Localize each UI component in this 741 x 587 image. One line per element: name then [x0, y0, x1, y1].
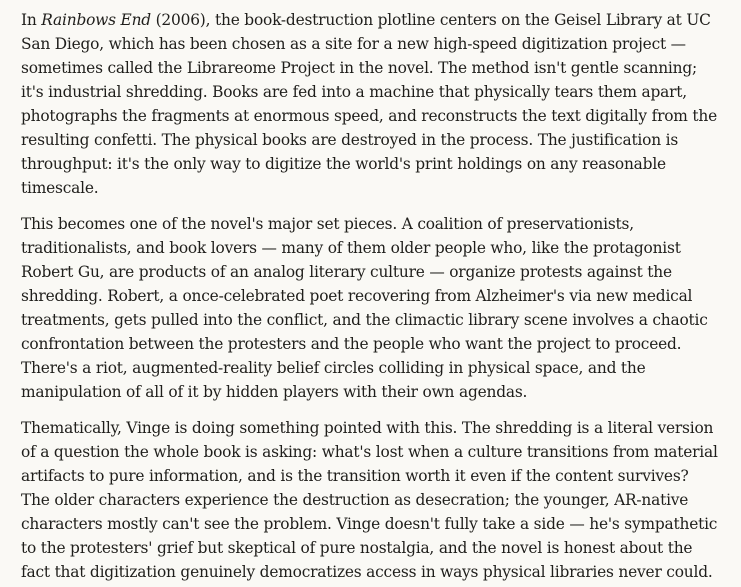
paragraph-1-rest: (2006), the book-destruction plotline centers on the Geisel Library at UC San Diego, which has been chosen as a site for a new high-speed digitization project — sometimes called the Librareome Project in the novel. The method isn't gentle scanning; it's industrial shredding. Books are fed into a machine that physically tears them apart, photographs the fragments at enormous speed, and reconstructs the text digitally from the resulting confetti. The physical books are destroyed in the process. The justification is throughput: it's the only way to digitize the world's print holdings on any reasonable timescale.: [21, 11, 717, 197]
paragraph-2: This becomes one of the novel's major set pieces. A coalition of preservationists, traditionalists, and book lovers — many of them older people who, like the protagonist Robert Gu, are products of an analog literary culture — organize protests against the shredding. Robert, a once-celebrated poet recovering from Alzheimer's via new medical treatments, gets pulled into the conflict, and the climactic library scene involves a chaotic confrontation between the protesters and the people who want the project to proceed. There's a riot, augmented-reality belief circles colliding in physical space, and the manipulation of all of it by hidden players with their own agendas.: [21, 215, 708, 401]
paragraph-1: [21, 8, 721, 200]
paragraph-3: Thematically, Vinge is doing something pointed with this. The shredding is a literal version of a question the whole book is asking: what's lost when a culture transitions from material artifacts to pure information, and is the transition worth it even if the content survives? The older characters experience the destruction as desecration; the younger, AR-native characters mostly can't see the problem. Vinge doesn't fully take a side — he's sympathetic to the protesters' grief but skeptical of pure nostalgia, and the novel is honest about the fact that digitization genuinely democratizes access in ways physical libraries never could.: [21, 419, 718, 581]
paragraph-1-intro: In: [21, 11, 42, 29]
book-title: Rainbows End: [41, 11, 151, 29]
